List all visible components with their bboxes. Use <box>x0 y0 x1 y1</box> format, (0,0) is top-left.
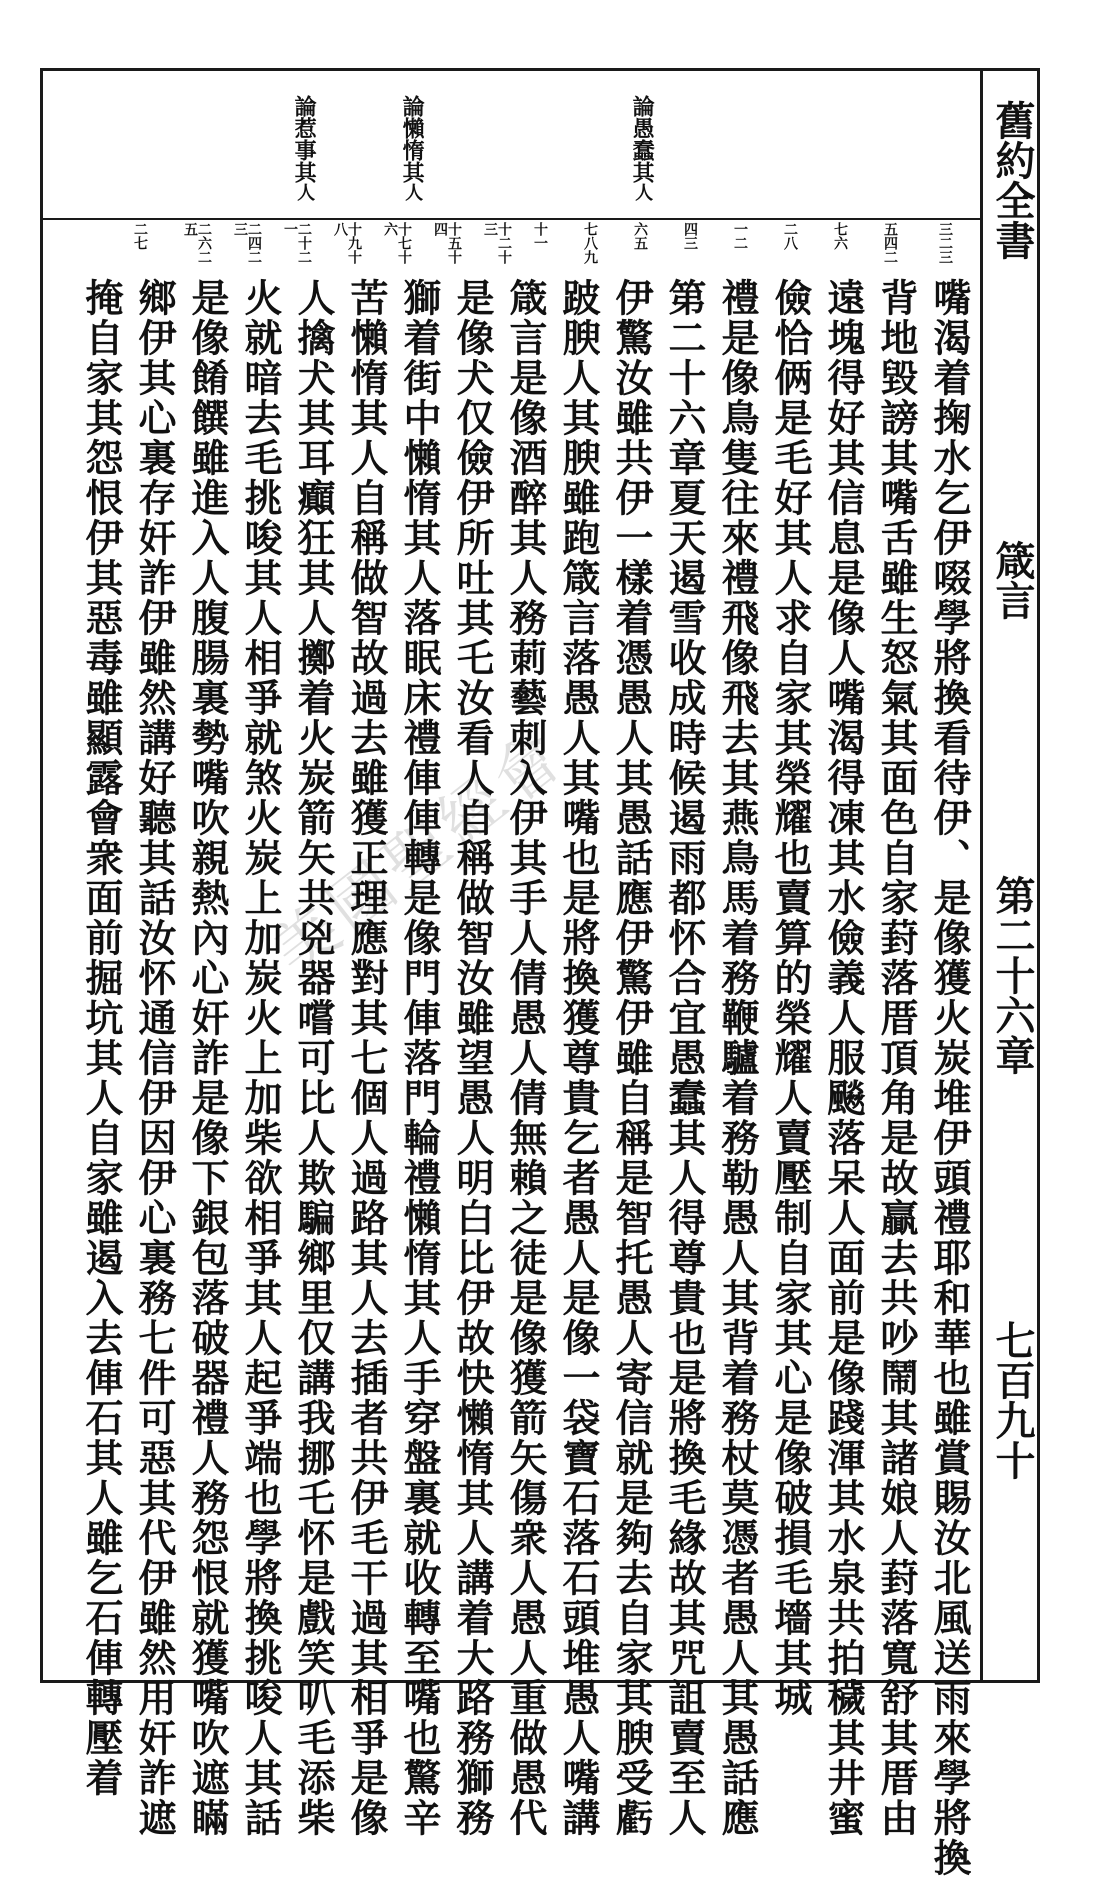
text-column: 箴言是像酒醉其人務莿藝刺入伊其手人倩愚人倩無賴之徒是像獲箭矢傷衆人愚人重做愚代 <box>503 278 548 1838</box>
verse-label: 一二 <box>732 222 748 250</box>
verse-label: 二六二五 <box>182 222 212 264</box>
text-column: 是像犬仅儉伊所吐其乇汝看人自稱做智汝雖望愚人明白比伊故快懶惰其人講着大路務獅務 <box>450 278 495 1838</box>
chapter-title: 第二十六章 <box>989 875 1036 1075</box>
heading-fools: 論愚蠢其人 <box>629 95 656 201</box>
verse-label: 十九十八 <box>332 222 362 264</box>
text-column: 獅着街中懶惰其人落眠床禮俥俥轉是像門俥落門輪禮懶惰其人手穿盤裏就收轉至嘴也驚辛 <box>397 278 442 1838</box>
verse-label: 四三 <box>682 222 698 250</box>
verse-label: 二七 <box>132 222 148 250</box>
text-column: 第二十六章夏天遏雪收成時候遏雨都怀合宜愚蠢其人得尊貴也是將換毛緣故其咒詛賣至人 <box>662 278 707 1838</box>
text-column: 遠塊得好其信息是像人嘴渴得凍其水儉義人服飈落呆人面前是像踐渾其水泉共拍穢其井蜜 <box>821 278 866 1838</box>
verse-label: 五四二 <box>882 222 898 264</box>
verse-label: 六五 <box>632 222 648 250</box>
verse-label: 七六 <box>832 222 848 250</box>
page-number: 七百九十 <box>989 1320 1036 1480</box>
text-column: 火就暗去毛挑唆其人相爭就煞火炭上加炭火上加柴欲相爭其人起爭端也學將換挑唆人其話 <box>238 278 283 1838</box>
section-title: 箴言 <box>989 540 1036 620</box>
text-column: 鄉伊其心裏存奸詐伊雖然講好聽其話汝怀通信伊因伊心裏務七件可惡其代伊雖然用奸詐遮 <box>132 278 177 1838</box>
text-column: 背地毀謗其嘴舌雖生怒氣其面色自家葑落厝頂角是故贏去共吵鬧其諸娘人葑落寬舒其厝由 <box>874 278 919 1838</box>
heading-sluggard: 論懶惰其人 <box>399 95 426 201</box>
heading-meddler: 論惹事其人 <box>291 95 318 201</box>
text-column: 跛腴人其腴雖跑箴言落愚人其嘴也是將換獲尊貴乞者愚人是像一袋寶石落石頭堆愚人嘴講 <box>556 278 601 1838</box>
verse-label: 十一 <box>532 222 548 250</box>
text-column: 嘴渴着掬水乞伊啜學將換看待伊、是像獲火炭堆伊頭禮耶和華也雖賞賜汝北風送雨來學將換 <box>927 278 972 1878</box>
text-column: 儉恰俩是毛好其人求自家其榮耀也賣算的榮耀人賣壓制自家其心是像破損毛墻其城 <box>768 278 813 1718</box>
text-column: 苦懶惰其人自稱做智故過去雖獲正理應對其七個人過路其人去插者共伊毛干過其相爭是像 <box>344 278 389 1838</box>
book-title: 舊約全書 <box>989 100 1036 260</box>
text-column: 是像餚饌雖進入人腹腸裏勢嘴吹親熱內心奸詐是像下銀包落破器禮人務怨恨就獲嘴吹遮瞞 <box>185 278 230 1838</box>
text-column: 人擒犬其耳癲狂其人擲着火炭箭矢共兇器嚐可比人欺騙鄉里仅講我挪乇怀是戲笑叭毛添柴 <box>291 278 336 1838</box>
verse-label: 十七十六 <box>382 222 412 264</box>
verse-label: 二八 <box>782 222 798 250</box>
text-column: 禮是像鳥隻往來禮飛像飛去其燕鳥馬着務鞭驢着務勒愚人其背着務杖莫憑者愚人其愚話應 <box>715 278 760 1838</box>
verse-label: 二四二三 <box>232 222 262 264</box>
verse-label: 十五十四 <box>432 222 462 264</box>
verse-label: 三二三 <box>937 222 953 264</box>
verse-label: 二十二一 <box>282 222 312 264</box>
text-column: 伊驚汝雖共伊一樣着憑愚人其愚話應伊驚伊雖自稱是智托愚人寄信就是夠去自家其腴受虧 <box>609 278 654 1838</box>
library-watermark: 美國聖經會 <box>259 716 581 991</box>
verse-label: 七八九 <box>582 222 598 264</box>
header-divider <box>43 218 980 220</box>
text-column: 掩自家其怨恨伊其惡毒雖顯露會衆面前掘坑其人自家雖遏入去俥石其人雖乞石俥轉壓着 <box>79 278 124 1798</box>
verse-number-row <box>43 222 980 272</box>
verse-label: 十二十三 <box>482 222 512 264</box>
